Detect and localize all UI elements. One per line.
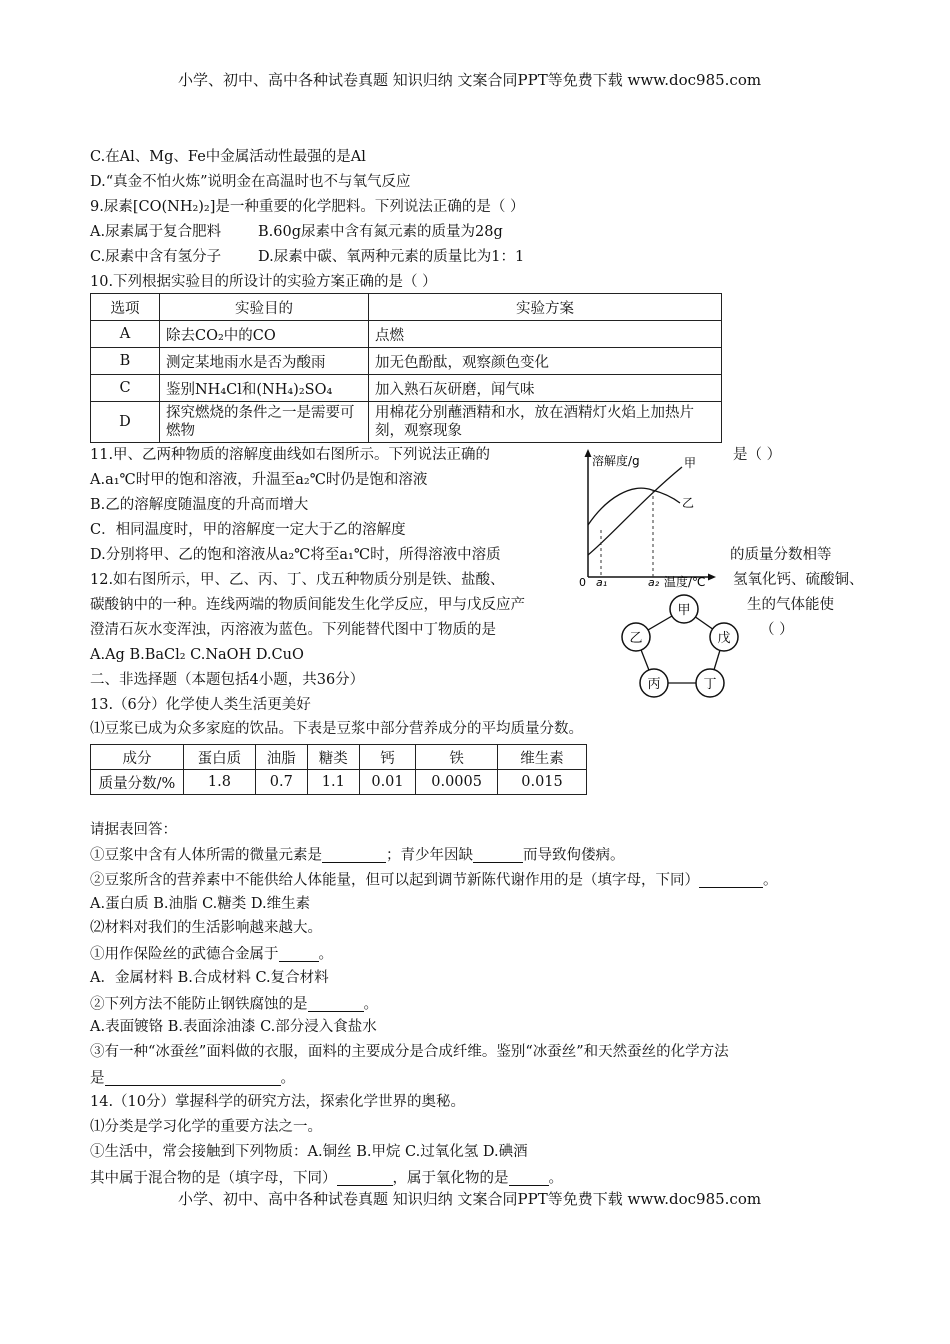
table-cell: 0.7 [255,770,307,795]
table-cell: 鉴别NH₄Cl和(NH₄)₂SO₄ [160,375,369,402]
q12-line1-end: 氢氧化钙、硫酸铜、 [733,572,864,588]
table-header-row [91,745,587,770]
q14-sub2-text: 其中属于混合物的是（填字母，下同） [90,1170,337,1187]
q9-option-b: B.60g尿素中含有氮元素的质量为28g [258,224,503,240]
q9-option-a: A.尿素属于复合肥料 [90,224,222,240]
q14-title: 14.（10分）掌握科学的研究方法，探索化学世界的奥秘。 [90,1094,466,1110]
q12-line2: 碳酸钠中的一种。连线两端的物质间能发生化学反应，甲与戊反应产 [90,597,525,613]
table-header-cell: 钙 [359,745,415,770]
q13-sub5-answer-line [90,1070,295,1086]
table-cell: 0.01 [359,770,415,795]
table-row [91,348,722,375]
y-axis-arrow [585,449,592,457]
table-cell: 0.0005 [416,770,498,795]
q13-sub1-end: 而导致佝偻病。 [523,847,625,864]
table-header-cell: 选项 [91,294,160,321]
q11-stem-end: 是（ ） [733,447,782,463]
table-row [91,402,722,443]
q12-line1: 12.如右图所示，甲、乙、丙、丁、戊五种物质分别是铁、盐酸、 [90,572,505,588]
q13-nutrition-table [90,744,587,795]
table-cell: C [91,375,160,402]
q11-stem: 11.甲、乙两种物质的溶解度曲线如右图所示。下列说法正确的 [90,447,491,463]
q13-instruction: 请据表回答： [90,822,177,838]
q9-option-c: C.尿素中含有氢分子 [90,249,222,265]
q13-sub2-options: A.蛋白质 B.油脂 C.糖类 D.维生素 [90,896,311,912]
q10-table [90,293,722,443]
table-header-cell: 维生素 [498,745,587,770]
q13-sub2-end: 。 [763,872,778,889]
q13-sub4 [90,996,378,1012]
q13-sub4-options: A.表面镀铬 B.表面涂油漆 C.部分浸入食盐水 [90,1019,377,1035]
q14-sub2-mid: ，属于氧化物的是 [392,1170,509,1187]
q14-part1: ⑴分类是学习化学的重要方法之一。 [90,1119,322,1135]
page-footer: 小学、初中、高中各种试卷真题 知识归纳 文案合同PPT等免费下载 www.doc985.com [178,1190,762,1208]
node-label: 乙 [629,631,643,646]
table-cell: 加无色酚酞，观察颜色变化 [369,348,722,375]
q12-options: A.Ag B.BaCl₂ C.NaOH D.CuO [90,647,304,663]
q13-sub1-text: ①豆浆中含有人体所需的微量元素是 [90,847,322,864]
table-row [91,321,722,348]
table-row [91,770,587,795]
table-header-cell: 成分 [91,745,184,770]
table-cell: A [91,321,160,348]
q13-sub3-text: ①用作保险丝的武德合金属于 [90,946,279,963]
q13-sub4-end: 。 [363,996,378,1013]
q11-option-d-end: 的质量分数相等 [730,547,832,563]
q12-line3: 澄清石灰水变浑浊，丙溶液为蓝色。下列能替代图中丁物质的是 [90,622,496,638]
table-header-cell: 实验方案 [369,294,722,321]
table-cell: 质量分数/% [91,770,184,795]
x-axis-label: 温度/℃ [664,575,706,589]
q13-part2: ⑵材料对我们的生活影响越来越大。 [90,920,322,936]
q13-sub4-text: ②下列方法不能防止钢铁腐蚀的是 [90,996,308,1013]
table-header-cell: 油脂 [255,745,307,770]
answer-blank[interactable] [473,847,523,863]
q14-sub2 [90,1170,563,1186]
q11-option-d: D.分别将甲、乙的饱和溶液从a₂℃将至a₁℃时，所得溶液中溶质 [90,547,501,563]
q13-sub5: ③有一种“冰蚕丝”面料做的衣服，面料的主要成分是合成纤维。鉴别“冰蚕丝”和天然蚕丝的化学方法 [90,1044,729,1060]
table-cell: 0.015 [498,770,587,795]
answer-blank[interactable] [308,996,364,1012]
curve-yi [588,488,680,525]
x-axis-arrow [708,574,716,581]
section-title: 二、非选择题（本题包括4小题，共36分） [90,672,365,688]
table-header-cell: 实验目的 [160,294,369,321]
reaction-ring-diagram [610,590,760,702]
table-header-cell: 糖类 [307,745,359,770]
q13-sub5-end: 。 [280,1070,295,1087]
q13-title: 13.（6分）化学使人类生活更美好 [90,697,311,713]
q9-stem: 9.尿素[CO(NH₂)₂]是一种重要的化学肥料。下列说法正确的是（ ） [90,199,525,215]
q14-sub2-end: 。 [548,1170,563,1187]
tick-a1: a₁ [596,576,608,589]
y-axis-label: 溶解度/g [592,454,640,468]
tick-a2: a₂ [648,576,660,589]
answer-blank[interactable] [337,1170,393,1186]
q13-sub3-end: 。 [318,946,333,963]
q13-sub1-mid: ；青少年因缺 [386,847,473,864]
q13-sub2-text: ②豆浆所含的营养素中不能供给人体能量，但可以起到调节新陈代谢作用的是（填字母，下同） [90,872,699,889]
table-cell: 1.1 [307,770,359,795]
q12-line2-end: 生的气体能使 [747,597,834,613]
node-label: 丙 [647,677,661,692]
answer-blank[interactable] [699,872,763,888]
table-header-row [91,294,722,321]
q14-sub1: ①生活中，常会接触到下列物质：A.铜丝 B.甲烷 C.过氧化氢 D.碘酒 [90,1144,528,1160]
q13-sub2 [90,872,778,888]
origin-label: 0 [579,576,586,589]
q10-stem: 10.下列根据实验目的所设计的实验方案正确的是（ ） [90,274,437,290]
table-header-cell: 铁 [416,745,498,770]
table-cell: 探究燃烧的条件之一是需要可燃物 [160,402,369,443]
answer-blank[interactable] [322,847,386,863]
answer-blank[interactable] [509,1170,549,1186]
table-cell: 除去CO₂中的CO [160,321,369,348]
q8-option-c: C.在Al、Mg、Fe中金属活动性最强的是Al [90,149,366,165]
table-row [91,375,722,402]
q9-option-d: D.尿素中碳、氧两种元素的质量比为1：1 [258,249,525,265]
q12-line3-end: （ ） [760,622,794,638]
page-header: 小学、初中、高中各种试卷真题 知识归纳 文案合同PPT等免费下载 www.doc985.com [178,71,762,89]
table-cell: D [91,402,160,443]
q8-option-d: D.“真金不怕火炼”说明金在高温时也不与氧气反应 [90,174,411,190]
q13-sub5-text: 是 [90,1070,105,1087]
q13-sub3-options: A．金属材料 B.合成材料 C.复合材料 [90,970,329,986]
node-label: 甲 [677,603,691,618]
q11-option-b: B.乙的溶解度随温度的升高而增大 [90,497,309,513]
solubility-chart [572,445,720,591]
q11-option-c: C．相同温度时，甲的溶解度一定大于乙的溶解度 [90,522,406,538]
q13-sub3 [90,946,333,962]
table-cell: B [91,348,160,375]
node-label: 戊 [717,631,731,646]
table-cell: 点燃 [369,321,722,348]
q11-option-a: A.a₁℃时甲的饱和溶液，升温至a₂℃时仍是饱和溶液 [90,472,428,488]
q13-sub1 [90,847,625,863]
answer-blank[interactable] [279,946,319,962]
table-cell: 1.8 [184,770,256,795]
curve-jia [588,467,682,555]
curve-yi-label: 乙 [682,496,695,510]
curve-jia-label: 甲 [684,456,697,470]
answer-blank[interactable] [105,1070,281,1086]
table-cell: 用棉花分别蘸酒精和水，放在酒精灯火焰上加热片刻，观察现象 [369,402,722,443]
table-cell: 加入熟石灰研磨，闻气味 [369,375,722,402]
table-header-cell: 蛋白质 [184,745,256,770]
q13-part1: ⑴豆浆已成为众多家庭的饮品。下表是豆浆中部分营养成分的平均质量分数。 [90,721,583,737]
table-cell: 测定某地雨水是否为酸雨 [160,348,369,375]
node-label: 丁 [703,677,717,692]
